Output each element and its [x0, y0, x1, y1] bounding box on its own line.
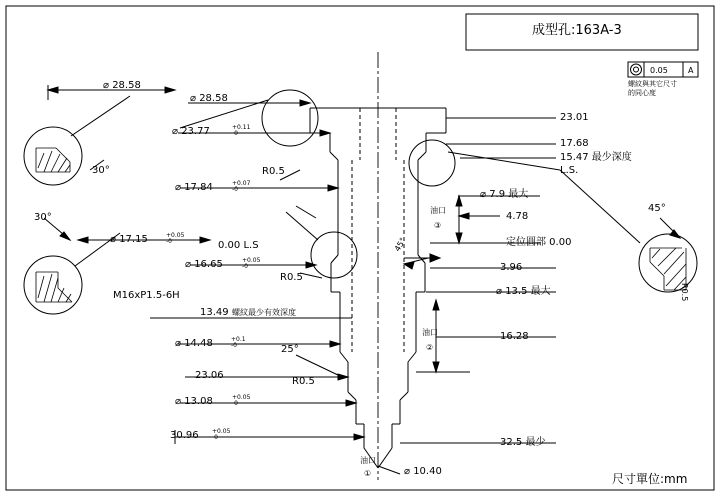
tolerance-14-48-upper: +0.1: [231, 336, 246, 343]
tolerance-30-96-lower: -0: [212, 434, 218, 441]
port-3-number: ③: [434, 221, 442, 230]
tolerance-17-15: [166, 233, 184, 245]
tolerance-23-77-upper: +0.11: [232, 124, 251, 131]
tolerance-23-77: [232, 125, 250, 137]
port-1-label: 油口: [360, 456, 376, 465]
radius-label-lower: R0.5: [292, 376, 315, 387]
dimension-13-49: 13.49: [200, 307, 229, 318]
label-ls-right: L.S.: [560, 165, 579, 176]
dimension-4-78: 4.78: [506, 211, 529, 222]
dimension-diameter-28-58-upper: ⌀ 28.58: [190, 93, 228, 104]
dimension-diameter-14-48: ⌀ 14.48: [175, 338, 213, 349]
dimension-23-01: 23.01: [560, 112, 589, 123]
port-2-label: 油口: [422, 328, 438, 337]
tolerance-17-15-upper: +0.05: [166, 232, 185, 239]
tolerance-17-84: [232, 181, 250, 193]
tolerance-17-84-upper: +0.07: [232, 180, 251, 187]
dimension-diameter-13-08: ⌀ 13.08: [175, 396, 213, 407]
tolerance-14-48: [231, 337, 246, 349]
dimension-diameter-13-5-max: ⌀ 13.5 最大: [496, 286, 551, 297]
radius-label-mid: R0.5: [280, 272, 303, 283]
angle-45-center: 45°: [392, 236, 408, 253]
tolerance-13-08: [232, 395, 250, 407]
tolerance-17-15-lower: -0: [166, 238, 172, 245]
gdt-note-line-1: 螺紋與其它尺寸: [628, 80, 677, 88]
tolerance-14-48-lower: -0: [231, 342, 237, 349]
dimension-23-06: 23.06: [195, 370, 224, 381]
angle-45-right: 45°: [648, 203, 666, 214]
dimension-17-68: 17.68: [560, 138, 589, 149]
port-3-label: 油口: [430, 206, 446, 215]
title-block-text: 成型孔:163A-3: [532, 23, 622, 38]
dimension-16-28: 16.28: [500, 331, 529, 342]
radius-label-upper: R0.5: [262, 166, 285, 177]
dimension-diameter-16-65: ⌀ 16.65: [185, 259, 223, 270]
radius-label-detail-right: R0.5: [680, 283, 689, 302]
dimension-diameter-28-58-left: ⌀ 28.58: [103, 80, 141, 91]
gdt-note-line-2: 的同心度: [628, 89, 656, 97]
dimension-diameter-17-84: ⌀ 17.84: [175, 182, 213, 193]
tolerance-17-84-lower: -0: [232, 186, 238, 193]
gdt-datum-letter: A: [688, 66, 694, 75]
angle-25: 25°: [281, 344, 299, 355]
port-1-number: ①: [364, 469, 372, 478]
thread-depth-note: 螺紋最少有效深度: [232, 308, 296, 317]
angle-30-upper: 30°: [92, 165, 110, 176]
dimension-diameter-7-9-max: ⌀ 7.9 最大: [480, 189, 529, 200]
port-2-number: ②: [426, 343, 434, 352]
gdt-tolerance-value: 0.05: [650, 66, 668, 75]
tolerance-23-77-lower: -0: [232, 130, 238, 137]
tolerance-16-65-lower: -0: [242, 263, 248, 270]
tolerance-30-96: [212, 429, 230, 441]
tolerance-13-08-lower: -0: [232, 400, 238, 407]
dimension-3-96: 3.96: [500, 262, 523, 273]
dimension-diameter-10-40: ⌀ 10.40: [404, 466, 442, 477]
dimension-32-5-min: 32.5 最少: [500, 437, 546, 448]
dimension-diameter-17-15: ⌀ 17.15: [110, 234, 148, 245]
label-zero-ls: 0.00 L.S: [218, 240, 259, 251]
tolerance-16-65-upper: +0.05: [242, 257, 261, 264]
units-note: 尺寸單位:mm: [612, 472, 688, 486]
thread-specification: M16xP1.5-6H: [113, 290, 180, 301]
dimension-diameter-23-77: ⌀ 23.77: [172, 126, 210, 137]
dimension-30-96: 30.96: [170, 430, 199, 441]
tolerance-30-96-upper: +0.05: [212, 428, 231, 435]
label-locating-zero: 定位圓部 0.00: [506, 237, 572, 248]
dimension-15-47-min-depth: 15.47 最少深度: [560, 152, 632, 163]
tolerance-16-65: [242, 258, 260, 270]
angle-30-left: 30°: [34, 212, 52, 223]
tolerance-13-08-upper: +0.05: [232, 394, 251, 401]
